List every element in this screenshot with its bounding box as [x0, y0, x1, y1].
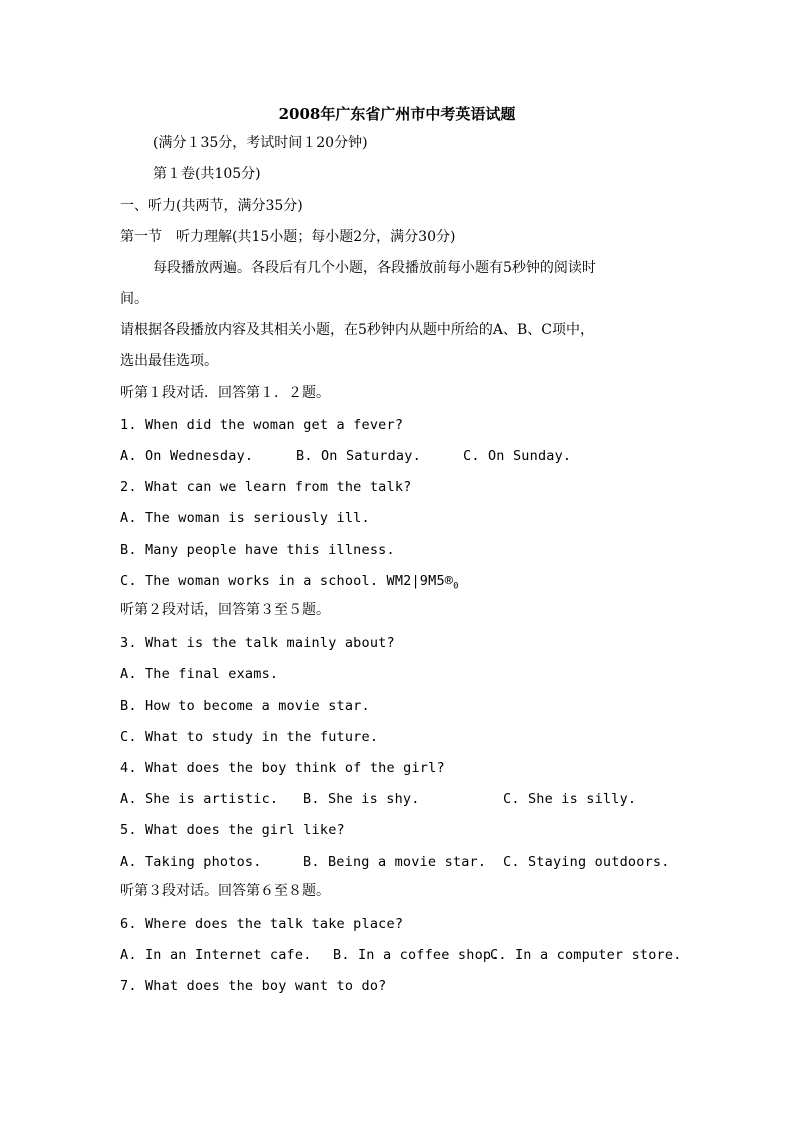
answer-option: B. On Saturday.	[296, 448, 421, 464]
answer-option: B. In a coffee shop.	[333, 947, 500, 963]
segment-heading: 听第３段对话。回答第６至８题。	[120, 883, 330, 899]
segment-heading: 听第１段对话．回答第１．２题。	[120, 385, 330, 401]
answer-option: C. In a computer store.	[490, 947, 682, 963]
score-note: (满分１35分，考试时间１20分钟)	[153, 135, 368, 151]
answer-option: C. On Sunday.	[463, 448, 572, 464]
instruction-line: 每段播放两遍。各段后有几个小题，各段播放前每小题有5秒钟的阅读时	[153, 260, 596, 276]
question-text: 1. When did the woman get a fever?	[120, 417, 404, 433]
answer-option: A. Taking photos.	[120, 854, 262, 870]
section-heading: 一、听力(共两节，满分35分)	[120, 198, 303, 214]
answer-option: B. How to become a movie star.	[120, 698, 370, 714]
answer-option: A. The woman is seriously ill.	[120, 510, 370, 526]
question-text: 3. What is the talk mainly about?	[120, 635, 395, 651]
answer-option: A. In an Internet cafe.	[120, 947, 312, 963]
volume-heading: 第１卷(共105分)	[153, 166, 261, 182]
answer-option: B. She is shy.	[303, 791, 420, 807]
answer-option: A. On Wednesday.	[120, 448, 254, 464]
answer-option: B. Many people have this illness.	[120, 542, 395, 558]
instruction-line: 选出最佳选项。	[120, 353, 218, 369]
instruction-line: 请根据各段播放内容及其相关小题，在5秒钟内从题中所给的A、B、C项中，	[120, 322, 595, 338]
segment-heading: 听第２段对话，回答第３至５题。	[120, 602, 330, 618]
question-text: 2. What can we learn from the talk?	[120, 479, 412, 495]
answer-option: B. Being a movie star.	[303, 854, 487, 870]
question-text: 6. Where does the talk take place?	[120, 916, 404, 932]
answer-option: A. The final exams.	[120, 666, 279, 682]
answer-option: C. She is silly.	[503, 791, 637, 807]
question-text: 4. What does the boy think of the girl?	[120, 760, 445, 776]
part-heading: 第一节 听力理解(共15小题；每小题2分，满分30分)	[120, 229, 456, 245]
answer-option: C. What to study in the future.	[120, 729, 379, 745]
answer-option-text: C. The woman works in a school. WM2|9M5®	[120, 573, 454, 589]
subscript-mark: 0	[453, 581, 459, 592]
answer-option: C. Staying outdoors.	[503, 854, 670, 870]
page-title: 2008年广东省广州市中考英语试题	[278, 105, 516, 123]
question-text: 7. What does the boy want to do?	[120, 978, 387, 994]
question-text: 5. What does the girl like?	[120, 822, 345, 838]
answer-option: A. She is artistic.	[120, 791, 279, 807]
answer-option	[120, 572, 459, 596]
instruction-line: 间。	[120, 291, 148, 307]
